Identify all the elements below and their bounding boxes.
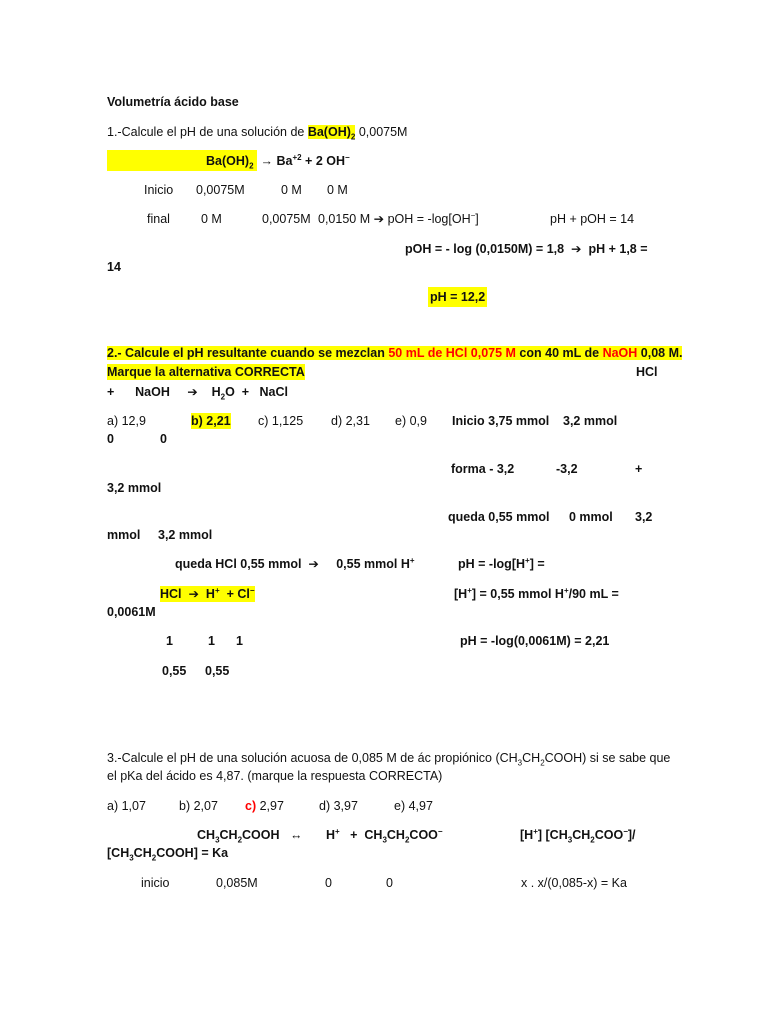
q1-final-label: final [147, 212, 170, 226]
q3-inicio-value: 0 [325, 876, 332, 890]
q3-option-b: b) 2,07 [179, 799, 218, 813]
q3-option-a: a) 1,07 [107, 799, 146, 813]
q2-inicio-wrap: 0 [160, 432, 167, 446]
q1-statement: 1.-Calcule el pH de una solución de $Ba(OH)_2$ 0,0075M [107, 125, 408, 142]
q2-queda-wrap: 3,2 mmol [158, 528, 213, 542]
q2-queda: 0 mmol [569, 510, 613, 524]
q2-statement: 2.- Calcule el pH resultante cuando se mezclan 50 mL de HCl 0,075 M con 40 mL de NaOH 0,08 M. [107, 346, 683, 360]
q1-final-value: 0 M [201, 212, 222, 226]
q2-statement-line2: Marque la alternativa CORRECTA [107, 365, 305, 379]
q3-eq-products: H+ + $CH_3CH_2COO^-$ [326, 826, 443, 845]
q2-coef: 1 [236, 634, 243, 648]
q2-option-e: e) 0,9 [395, 414, 427, 428]
q2-option-a: a) 12,9 [107, 414, 146, 428]
q2-inicio: 3,2 mmol [563, 414, 618, 428]
q2-eq-hcl: HCl [636, 365, 658, 379]
q2-dissociation: HCl ➔ H+ + Cl− [160, 585, 255, 601]
q2-forma: forma - 3,2 [451, 462, 515, 476]
q1-poh-calc: pOH = - log (0,0150M) = 1,8 ➔ pH + 1,8 = [405, 242, 648, 256]
q2-coef: 1 [166, 634, 173, 648]
q2-queda: 3,2 [635, 510, 653, 524]
document-title: Volumetría ácido base [107, 95, 239, 109]
q2-forma: -3,2 [556, 462, 578, 476]
q1-inicio-label: Inicio [144, 183, 174, 197]
q2-queda-wrap: mmol [107, 528, 141, 542]
q1-final-value: 0,0075M [262, 212, 311, 226]
q1-inicio-value: 0 M [327, 183, 348, 197]
q3-eq-acid: $CH_3CH_2COOH$ [197, 828, 280, 845]
q2-inicio: Inicio 3,75 mmol [452, 414, 550, 428]
q3-statement: 3.-Calcule el pH de una solución acuosa de 0,085 M de ác propiónico $(CH_3CH_2COOH)$ si se sabe que [107, 751, 671, 768]
q1-ph-calc-wrap: 14 [107, 260, 121, 274]
q2-equation: + NaOH ➔ $H_2O$ + NaCl [107, 385, 288, 402]
q1-answer: pH = 12,2 [428, 287, 487, 307]
q3-option-c: c) 2,97 [245, 799, 284, 813]
q3-ka-wrap: $[CH_3CH_2COOH] = Ka$ [107, 846, 229, 863]
q3-option-d: d) 3,97 [319, 799, 358, 813]
q2-queda-hcl: queda HCl 0,55 mmol ➔ 0,55 mmol H+ [175, 555, 415, 571]
q2-ph-final: pH = -log(0,0061M) = 2,21 [460, 634, 610, 648]
q1-final-value: 0,0150 M ➔ pOH = -log[OH−] [318, 210, 479, 226]
q2-ph-def: pH = -log[H+] = [458, 555, 545, 571]
q2-option-d: d) 2,31 [331, 414, 370, 428]
q3-ka-expression: [H+] $[CH_3CH_2COO^-]/$ [520, 826, 636, 845]
q3-option-e: e) 4,97 [394, 799, 433, 813]
q2-option-c: c) 1,125 [258, 414, 304, 428]
q2-inicio-wrap: 0 [107, 432, 114, 446]
q3-inicio-value: 0,085M [216, 876, 258, 890]
q1-inicio-value: 0 M [281, 183, 302, 197]
q2-mol: 0,55 [205, 664, 230, 678]
q2-forma: + [635, 462, 643, 476]
q2-forma-wrap: 3,2 mmol [107, 481, 162, 495]
q3-eq-arrow: ↔ [290, 828, 303, 842]
q2-option-b: b) 2,21 [191, 414, 231, 428]
q2-h-conc-wrap: 0,0061M [107, 605, 156, 619]
q1-ph-sum: pH + pOH = 14 [550, 212, 635, 226]
q1-inicio-value: 0,0075M [196, 183, 245, 197]
q3-inicio-label: inicio [141, 876, 170, 890]
q3-ka-expr: x . x/(0,085-x) = Ka [521, 876, 627, 890]
q2-h-conc: [H+] = 0,55 mmol H+/90 mL = [454, 585, 619, 601]
q3-inicio-value: 0 [386, 876, 393, 890]
q3-statement-line2: el pKa del ácido es 4,87. (marque la respuesta CORRECTA) [107, 769, 443, 783]
q2-coef: 1 [208, 634, 215, 648]
q2-queda: queda 0,55 mmol [448, 510, 550, 524]
q1-equation: $Ba(OH)_2 \to Ba^{+2} + 2$ OH− [206, 152, 350, 171]
q2-mol: 0,55 [162, 664, 187, 678]
